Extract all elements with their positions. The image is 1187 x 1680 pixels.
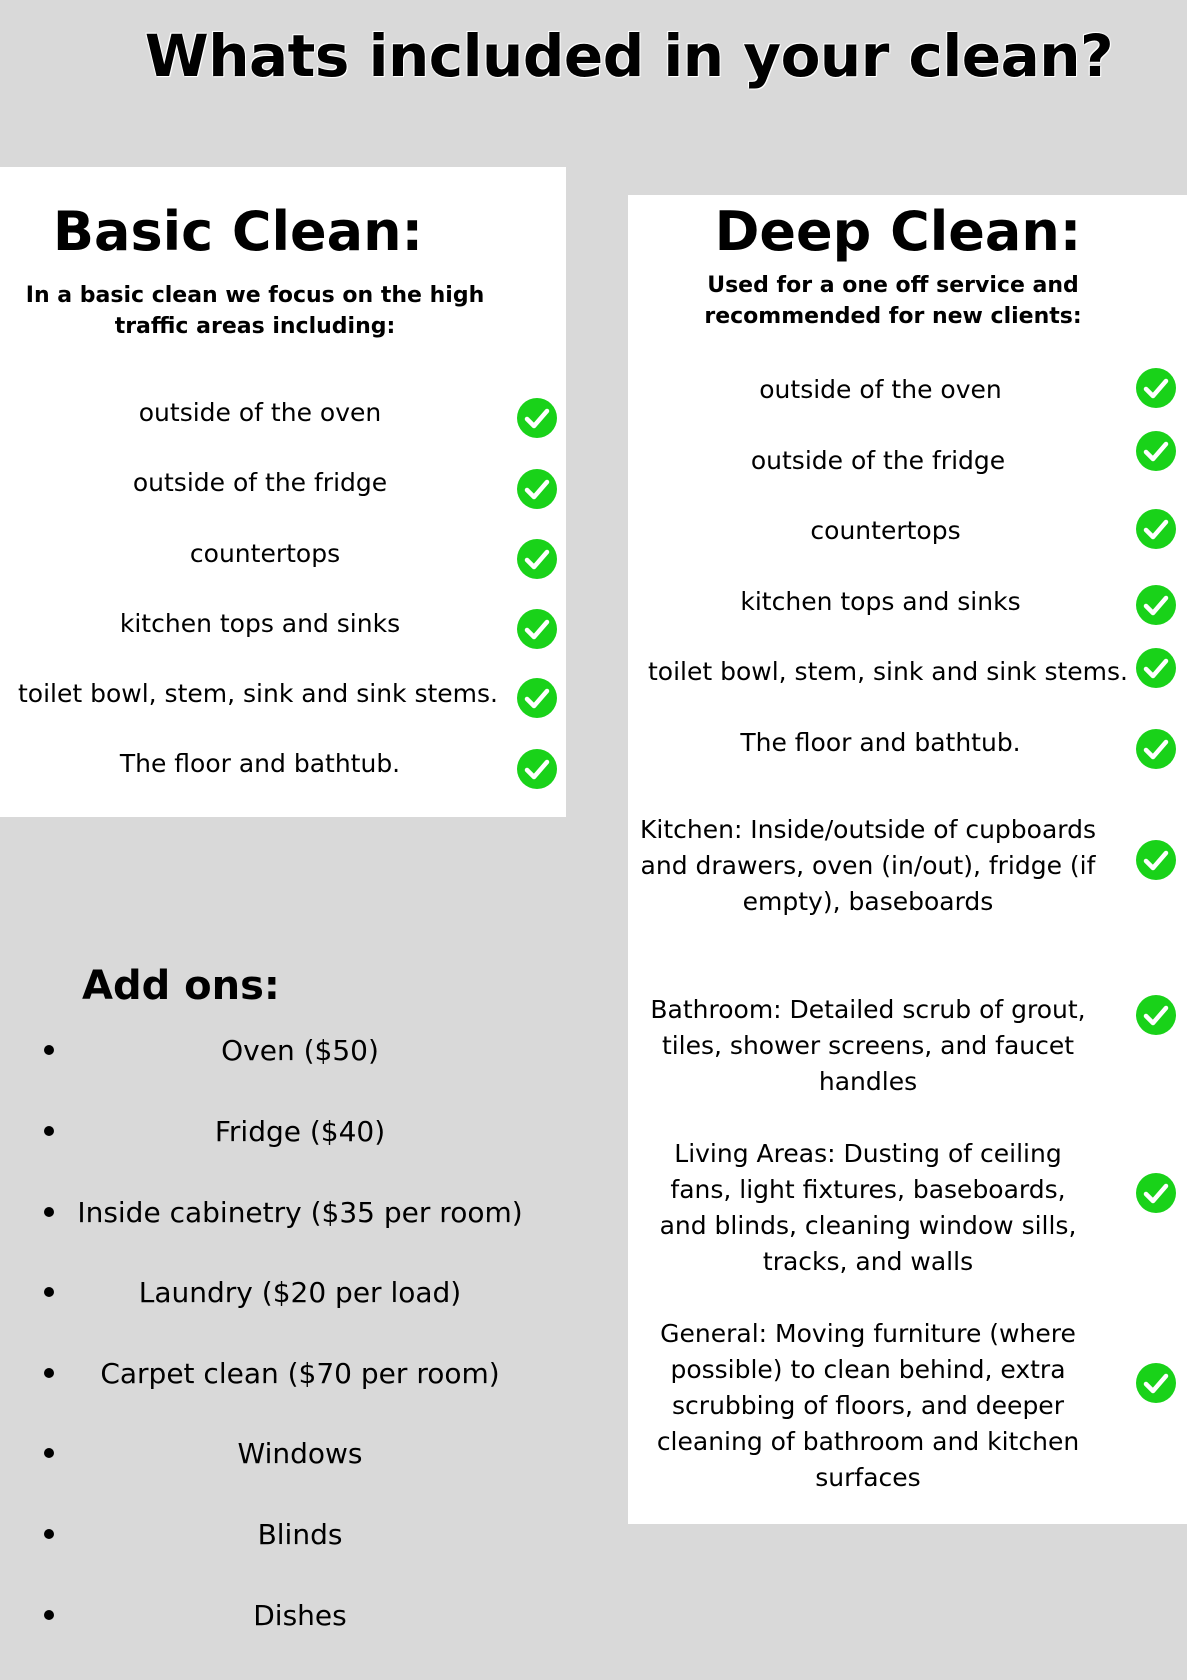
check-circle-icon [517, 609, 557, 649]
bullet-icon [44, 1287, 54, 1297]
check-circle-icon [517, 749, 557, 789]
check-circle-icon [1136, 648, 1176, 688]
bullet-icon [44, 1207, 54, 1217]
deep-item-fridge: outside of the fridge [750, 446, 1006, 475]
deep-item-general-detail: General: Moving furniture (where possible) to clean behind, extra scrubbing of floors, and deeper cleaning of bathroom and kitchen surfaces [656, 1319, 1080, 1492]
bullet-icon [44, 1368, 54, 1378]
addon-label: Fridge ($40) [214, 1115, 386, 1148]
deep-item-oven: outside of the oven [759, 375, 1002, 404]
bullet-icon [44, 1529, 54, 1539]
check-circle-icon [517, 469, 557, 509]
deep-clean-heading: Deep Clean: [714, 200, 1082, 263]
deep-item-living-detail: Living Areas: Dusting of ceiling fans, light fixtures, baseboards, and blinds, cleaning window sills, tracks, and walls [659, 1139, 1077, 1276]
check-circle-icon [1136, 1363, 1176, 1403]
basic-item-countertops: countertops [189, 539, 341, 568]
basic-clean-heading: Basic Clean: [52, 200, 424, 263]
check-circle-icon [1136, 1173, 1176, 1213]
addon-label: Inside cabinetry ($35 per room) [77, 1196, 523, 1229]
check-circle-icon [1136, 509, 1176, 549]
addon-label: Dishes [253, 1599, 347, 1632]
addon-label: Laundry ($20 per load) [138, 1276, 462, 1309]
basic-item-floor: The floor and bathtub. [119, 749, 401, 778]
deep-item-toilet: toilet bowl, stem, sink and sink stems. [647, 657, 1129, 686]
check-circle-icon [1136, 995, 1176, 1035]
check-circle-icon [1136, 840, 1176, 880]
addon-label: Carpet clean ($70 per room) [100, 1357, 500, 1390]
basic-item-oven: outside of the oven [138, 398, 382, 427]
deep-item-countertops: countertops [810, 516, 961, 545]
deep-clean-panel [628, 195, 1187, 1524]
bullet-icon [44, 1045, 54, 1055]
check-circle-icon [1136, 431, 1176, 471]
check-circle-icon [1136, 585, 1176, 625]
addon-label: Windows [237, 1437, 363, 1470]
basic-item-kitchen: kitchen tops and sinks [119, 609, 401, 638]
bullet-icon [44, 1448, 54, 1458]
deep-item-bathroom-detail: Bathroom: Detailed scrub of grout, tiles, shower screens, and faucet handles [650, 995, 1086, 1096]
page-title: Whats included in your clean? [144, 22, 1114, 90]
check-circle-icon [1136, 368, 1176, 408]
basic-clean-intro: In a basic clean we focus on the high traffic areas including: [25, 283, 485, 339]
check-circle-icon [517, 678, 557, 718]
basic-clean-panel [0, 167, 566, 817]
check-circle-icon [1136, 729, 1176, 769]
bullet-icon [44, 1126, 54, 1136]
deep-item-kitchen: kitchen tops and sinks [740, 587, 1021, 616]
check-circle-icon [517, 539, 557, 579]
addon-label: Oven ($50) [221, 1034, 379, 1067]
bullet-icon [44, 1610, 54, 1620]
deep-clean-intro: Used for a one off service and recommended for new clients: [704, 273, 1082, 329]
deep-item-kitchen-detail: Kitchen: Inside/outside of cupboards and drawers, oven (in/out), fridge (if empty), baseboards [639, 815, 1097, 916]
basic-item-fridge: outside of the fridge [132, 468, 388, 497]
addon-label: Blinds [257, 1518, 343, 1551]
basic-item-toilet: toilet bowl, stem, sink and sink stems. [17, 679, 499, 708]
deep-item-floor: The floor and bathtub. [740, 728, 1021, 757]
addons-heading: Add ons: [82, 963, 280, 1009]
check-circle-icon [517, 398, 557, 438]
